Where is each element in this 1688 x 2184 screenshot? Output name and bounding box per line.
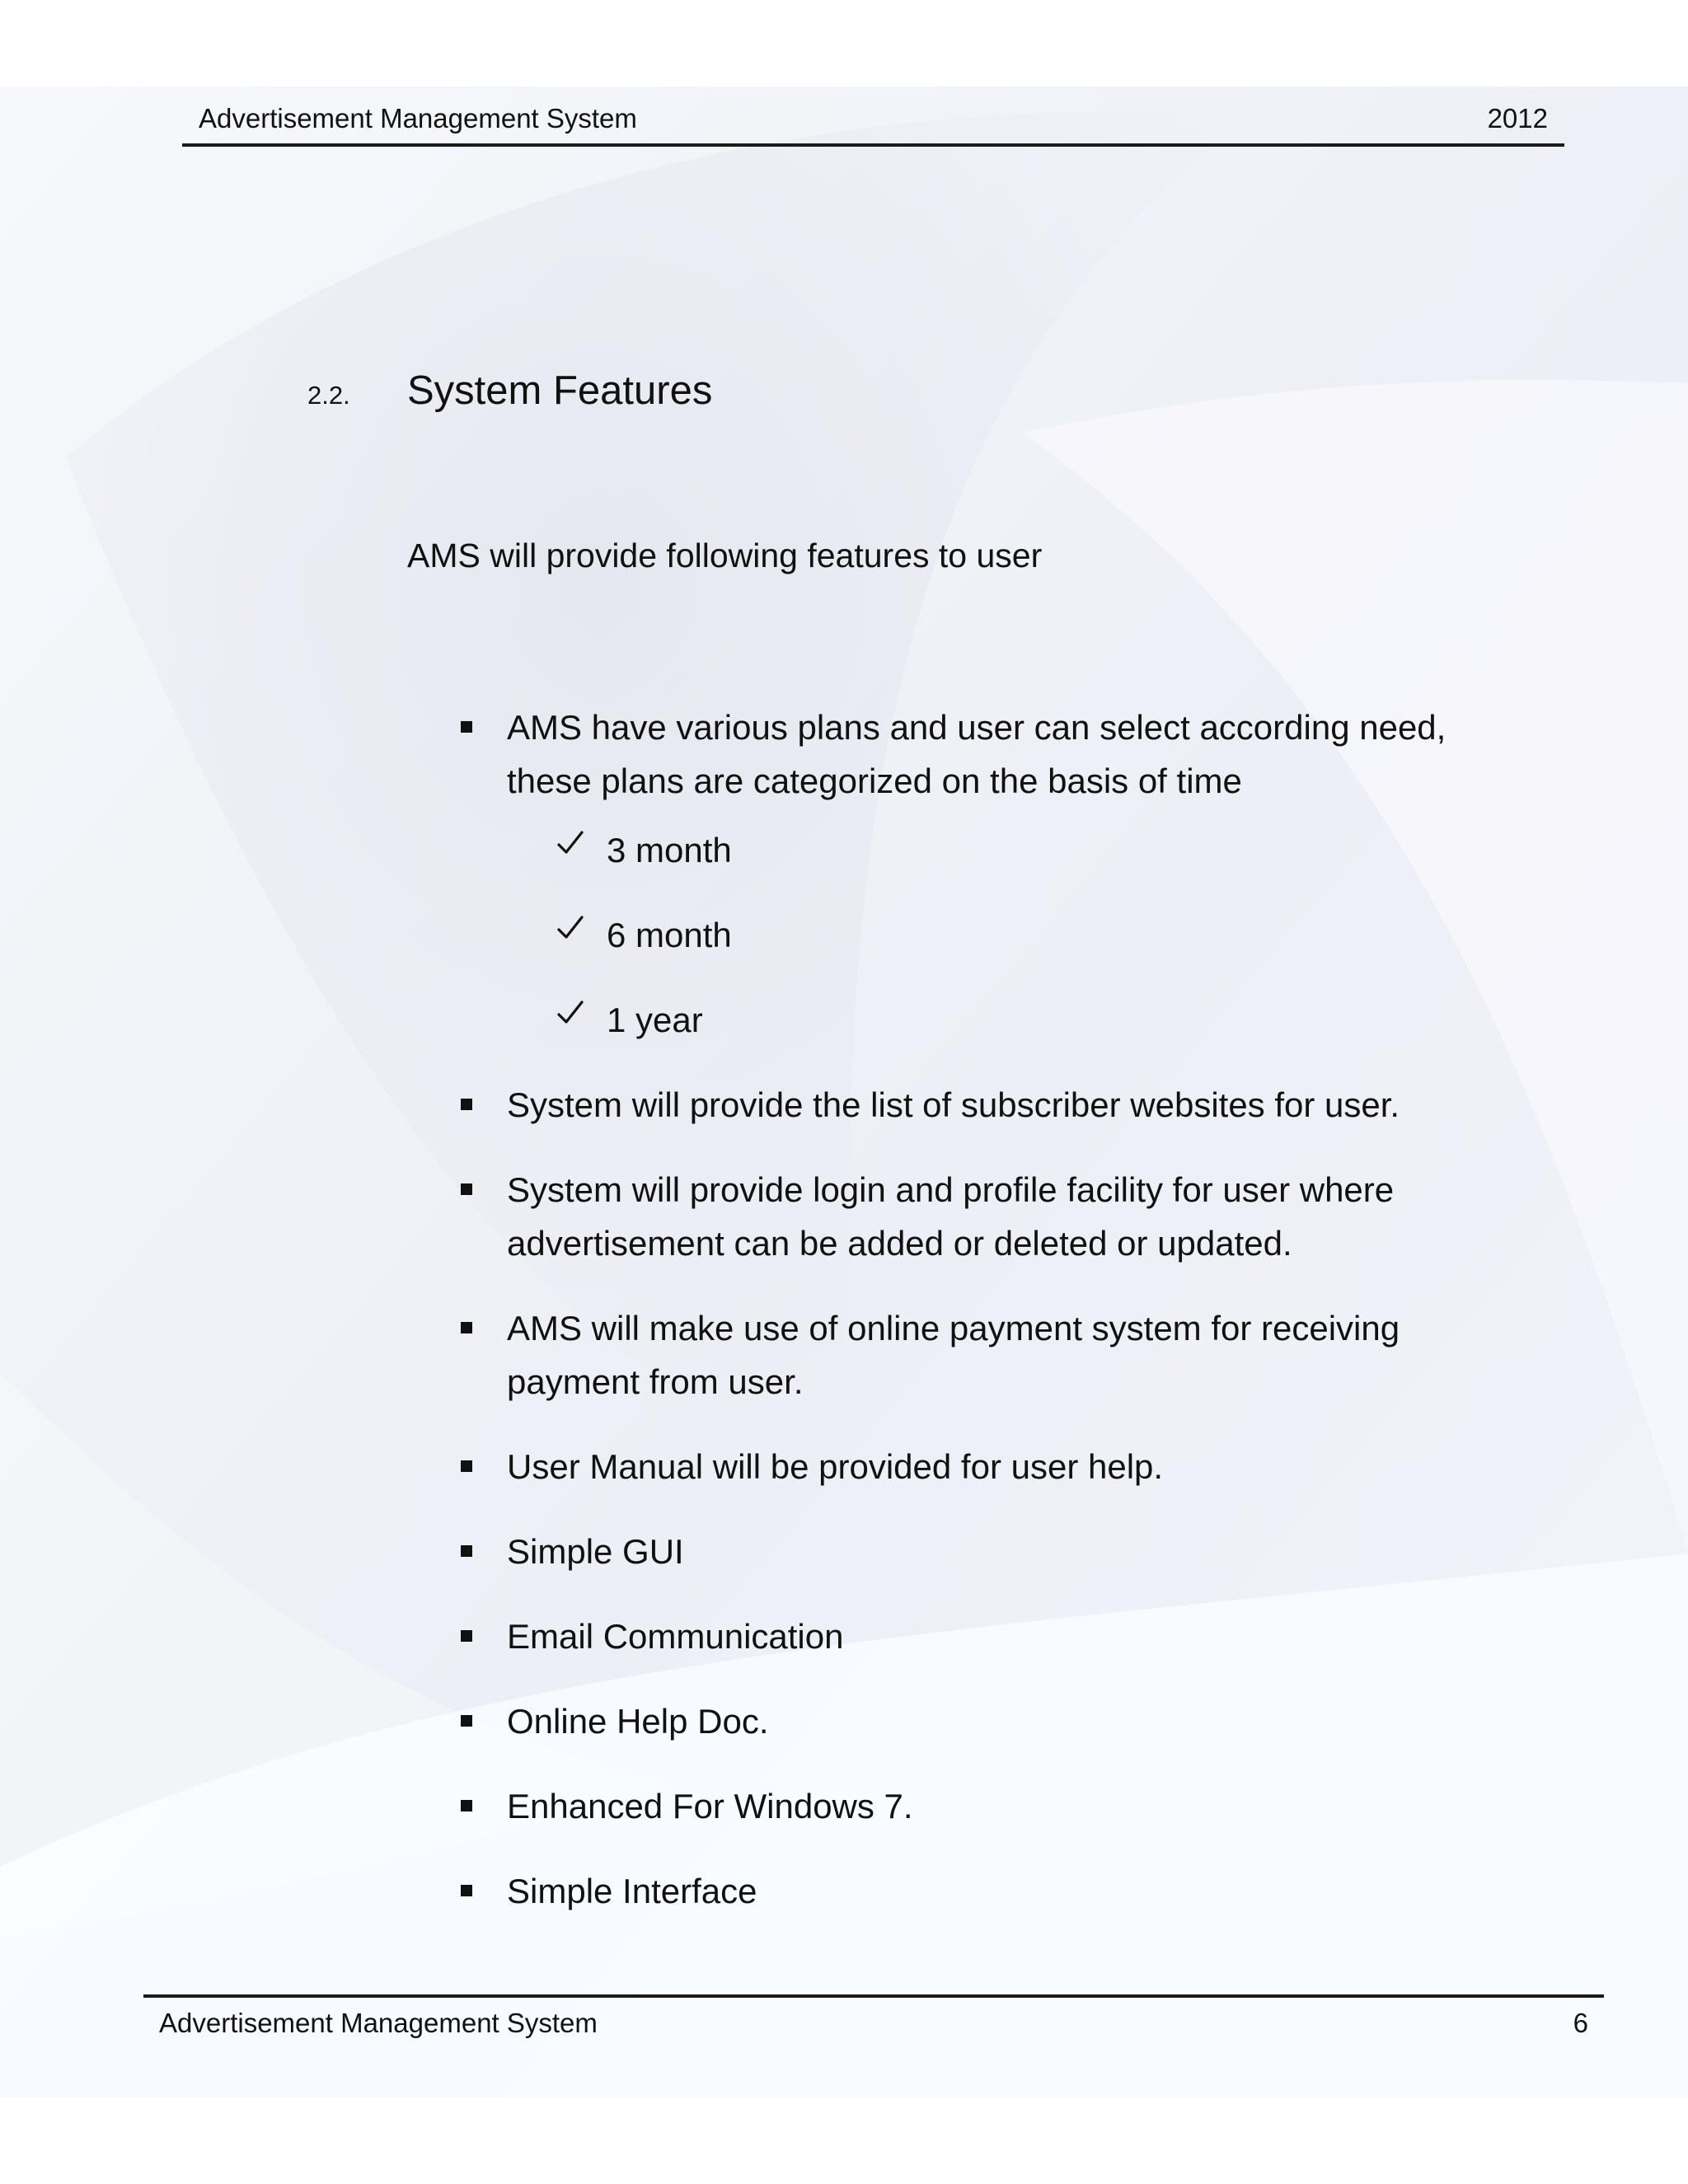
feature-item-subscriber-list [457, 1078, 1479, 1132]
intro-text: AMS will provide following features to user [407, 537, 1043, 574]
square-bullet-icon [461, 1885, 472, 1896]
feature-text-line: these plans are categorized on the basis of time [507, 762, 1242, 800]
feature-item-simple-interface [457, 1864, 1479, 1918]
feature-text-line: AMS will make use of online payment system for receiving [507, 1309, 1400, 1347]
feature-item-online-payment [457, 1301, 1479, 1408]
checkmark-icon [556, 829, 584, 857]
page-header [182, 96, 1564, 147]
square-bullet-icon [461, 1322, 472, 1333]
plan-item [556, 908, 1479, 962]
section-title: System Features [407, 368, 713, 413]
square-bullet-icon [461, 1715, 472, 1727]
feature-item-user-manual [457, 1440, 1479, 1493]
feature-item-email-communication [457, 1610, 1479, 1663]
checkmark-icon [556, 999, 584, 1027]
feature-text-line: payment from user. [507, 1362, 804, 1401]
square-bullet-icon [461, 1460, 472, 1472]
square-bullet-icon [461, 1099, 472, 1110]
plan-item [556, 823, 1479, 877]
feature-text-line: Simple GUI [507, 1532, 684, 1571]
footer-document-title: Advertisement Management System [159, 2008, 598, 2038]
header-document-title: Advertisement Management System [199, 103, 637, 134]
feature-list [457, 701, 1479, 1949]
feature-text-line: AMS have various plans and user can select according need, [507, 708, 1447, 747]
feature-text-line: advertisement can be added or deleted or updated. [507, 1224, 1292, 1263]
feature-text-line: Online Help Doc. [507, 1702, 769, 1741]
feature-text-line: Email Communication [507, 1617, 844, 1656]
feature-item-simple-gui [457, 1525, 1479, 1578]
square-bullet-icon [461, 1630, 472, 1642]
plan-label: 3 month [607, 831, 732, 869]
section-number: 2.2. [307, 381, 350, 410]
square-bullet-icon [461, 1800, 472, 1811]
plan-label: 6 month [607, 916, 732, 954]
feature-text-line: System will provide the list of subscriber websites for user. [507, 1085, 1400, 1124]
checkmark-icon [556, 914, 584, 942]
feature-text-line: Simple Interface [507, 1872, 757, 1910]
feature-text-line: Enhanced For Windows 7. [507, 1787, 913, 1825]
feature-text-line: User Manual will be provided for user help. [507, 1447, 1164, 1486]
feature-item-windows-7 [457, 1779, 1479, 1833]
square-bullet-icon [461, 1183, 472, 1195]
square-bullet-icon [461, 1545, 472, 1557]
plan-label: 1 year [607, 1001, 703, 1039]
header-year: 2012 [1487, 103, 1548, 134]
feature-text-line: System will provide login and profile facility for user where [507, 1170, 1395, 1209]
feature-item-plans [457, 701, 1479, 1047]
square-bullet-icon [461, 721, 472, 733]
plan-list [507, 823, 1479, 1047]
page-number: 6 [1573, 2008, 1588, 2038]
page-footer [143, 1994, 1604, 2054]
feature-item-login-profile [457, 1163, 1479, 1270]
plan-item [556, 993, 1479, 1047]
feature-item-online-help [457, 1694, 1479, 1748]
